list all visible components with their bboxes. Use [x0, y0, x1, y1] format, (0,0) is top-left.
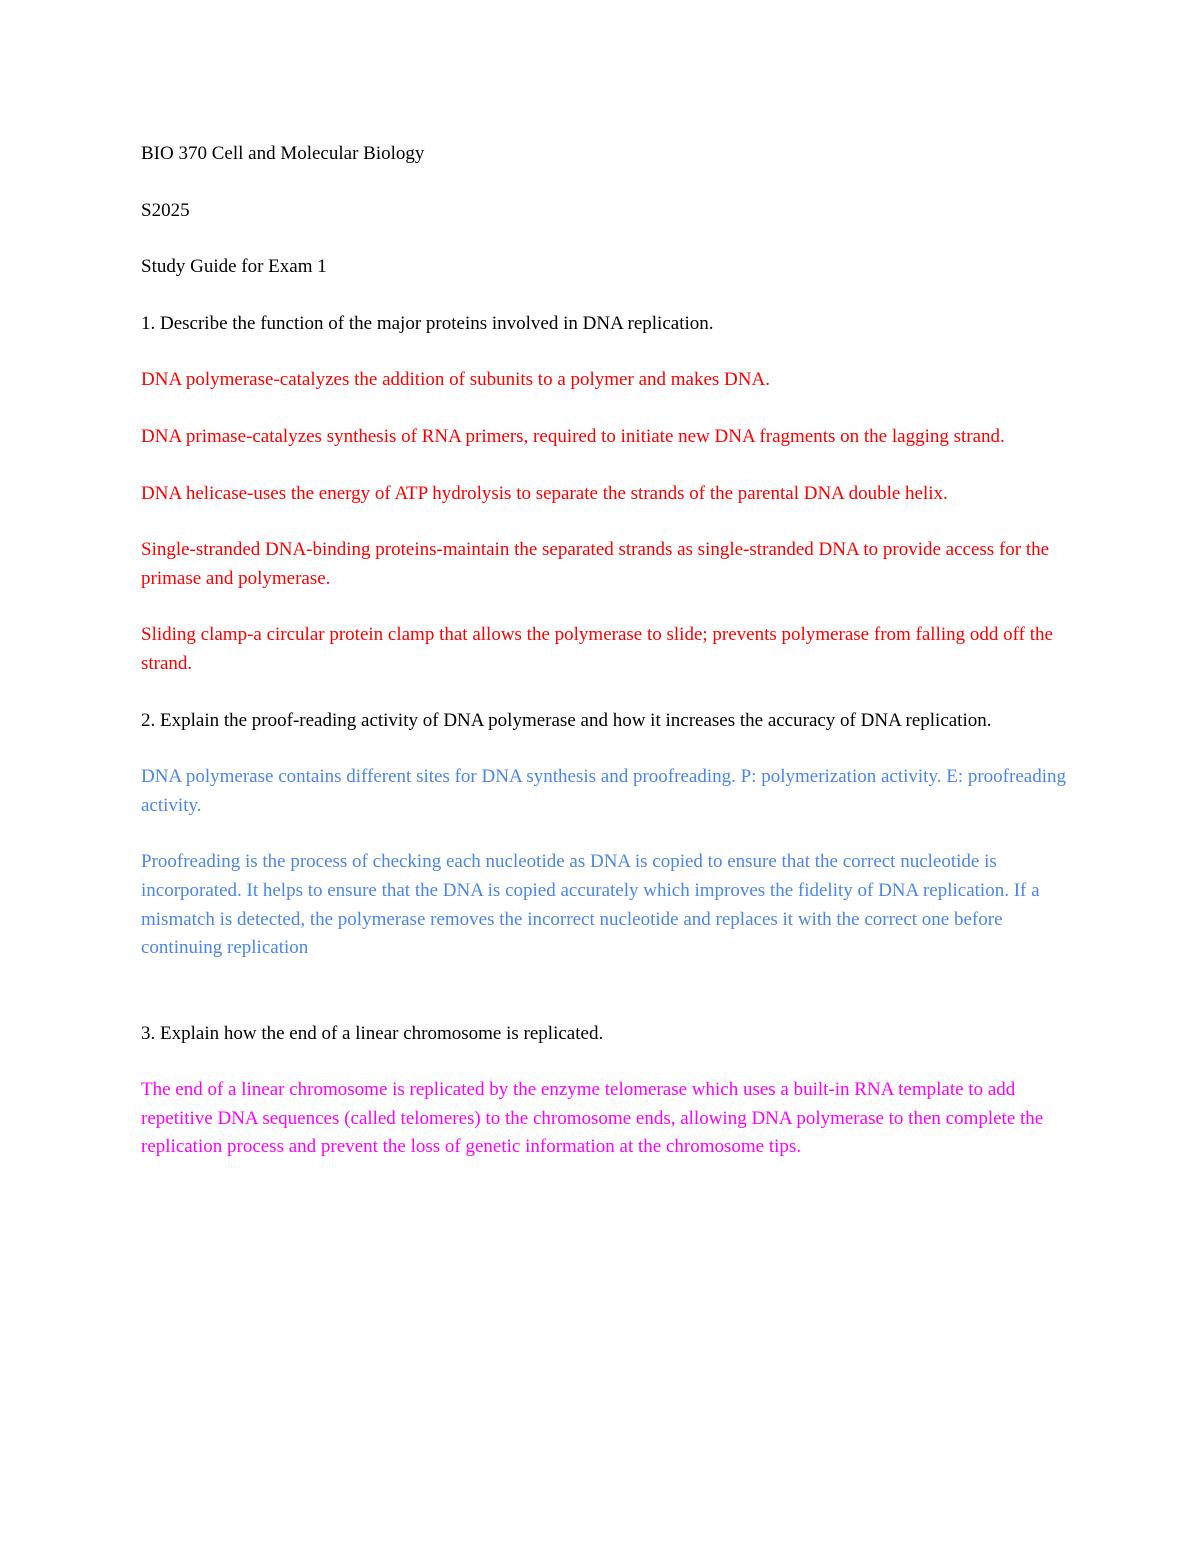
course-title: BIO 370 Cell and Molecular Biology: [141, 143, 425, 164]
question-1-prompt: 1. Describe the function of the major proteins involved in DNA replication.: [141, 312, 714, 334]
question-2-prompt: 2. Explain the proof-reading activity of DNA polymerase and how it increases the accuracy of DNA replication.: [141, 709, 992, 731]
document-body: [141, 140, 1066, 1190]
answer-polymerase-sites: DNA polymerase contains different sites for DNA synthesis and proofreading. P: polymerization activity. E: proofreading activity.: [141, 766, 1066, 816]
answer-sliding-clamp: Sliding clamp-a circular protein clamp that allows the polymerase to slide; prevents polymerase from falling odd off the strand.: [141, 624, 1053, 674]
study-guide-title: Study Guide for Exam 1: [141, 256, 327, 278]
question-3-prompt: 3. Explain how the end of a linear chromosome is replicated.: [141, 1022, 604, 1044]
answer-telomerase: The end of a linear chromosome is replicated by the enzyme telomerase which uses a built-in RNA template to add repetitive DNA sequences (called telomeres) to the chromosome ends, allowing DNA polymerase to then complete the replication process and prevent the loss of genetic information at the chromosome tips.: [141, 1079, 1044, 1158]
answer-dna-polymerase: DNA polymerase-catalyzes the addition of subunits to a polymer and makes DNA.: [141, 369, 770, 391]
answer-dna-primase: DNA primase-catalyzes synthesis of RNA primers, required to initiate new DNA fragments on the lagging strand.: [141, 425, 1005, 447]
answer-ssb-proteins: Single-stranded DNA-binding proteins-maintain the separated strands as single-stranded DNA to provide access for the primase and polymerase.: [141, 539, 1050, 589]
answer-dna-helicase: DNA helicase-uses the energy of ATP hydrolysis to separate the strands of the parental DNA double helix.: [141, 482, 948, 504]
answer-proofreading-process: Proofreading is the process of checking each nucleotide as DNA is copied to ensure that the correct nucleotide is incorporated. It helps to ensure that the DNA is copied accurately which improves the fidelity of DNA replication. If a mismatch is detected, the polymerase removes the incorrect nucleotide and replaces it with the correct one before continuing replication: [141, 851, 1040, 959]
term-label: S2025: [141, 199, 190, 221]
